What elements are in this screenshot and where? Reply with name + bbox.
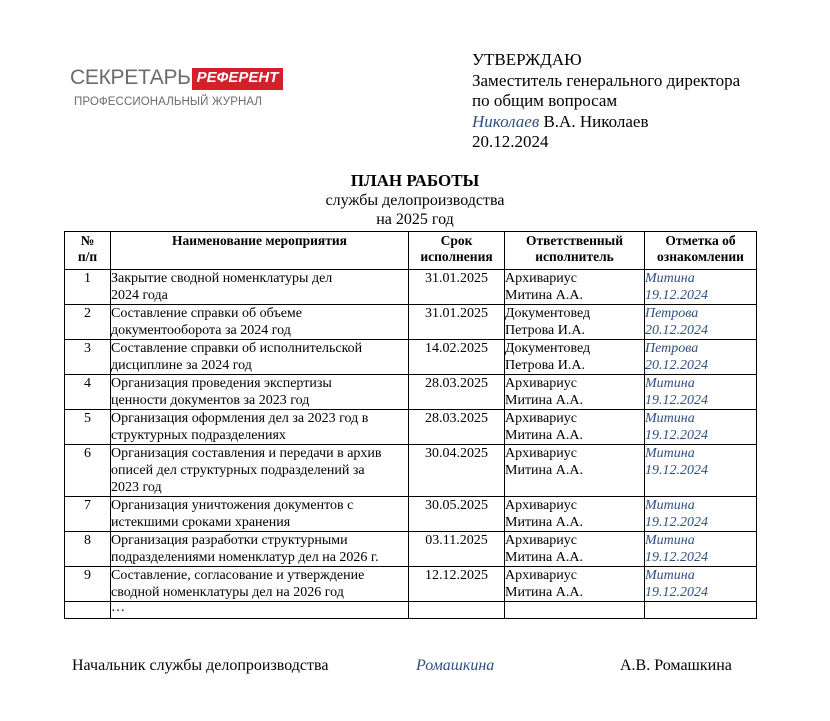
deadline: 31.01.2025 bbox=[409, 270, 505, 305]
table-row bbox=[65, 270, 757, 305]
row-number: 2 bbox=[65, 305, 111, 340]
ellipsis: … bbox=[111, 600, 125, 615]
acknowledgment-mark: Митина 19.12.2024 bbox=[645, 445, 757, 497]
acknowledgment-mark bbox=[645, 602, 757, 619]
header-date: Срок исполнения bbox=[409, 232, 505, 270]
acknowledgment-mark: Петрова 20.12.2024 bbox=[645, 305, 757, 340]
responsible-executor: Архивариус Митина А.А. bbox=[505, 410, 645, 445]
row-number: 5 bbox=[65, 410, 111, 445]
activity-name: Организация составления и передачи в архив описей дел структурных подразделений за 2023 год bbox=[111, 445, 409, 497]
deadline: 31.01.2025 bbox=[409, 305, 505, 340]
table-row bbox=[65, 567, 757, 602]
row-number: 9 bbox=[65, 567, 111, 602]
deadline: 12.12.2025 bbox=[409, 567, 505, 602]
table-row bbox=[65, 375, 757, 410]
row-number: 7 bbox=[65, 497, 111, 532]
acknowledgment-mark: Митина 19.12.2024 bbox=[645, 567, 757, 602]
table-row-empty bbox=[65, 602, 757, 619]
table-header-row bbox=[65, 232, 757, 270]
logo bbox=[70, 66, 279, 108]
responsible-executor: Документовед Петрова И.А. bbox=[505, 340, 645, 375]
table-row bbox=[65, 340, 757, 375]
acknowledgment-mark: Митина 19.12.2024 bbox=[645, 532, 757, 567]
deadline: 30.04.2025 bbox=[409, 445, 505, 497]
deadline: 30.05.2025 bbox=[409, 497, 505, 532]
footer-signature: Ромашкина bbox=[416, 657, 495, 674]
approval-signature: Николаев bbox=[472, 111, 540, 131]
row-number bbox=[65, 602, 111, 619]
row-number: 6 bbox=[65, 445, 111, 497]
activity-name: Составление справки об объеме документооборота за 2024 год bbox=[111, 305, 409, 340]
activity-name: Организация уничтожения документов с истекшими сроками хранения bbox=[111, 497, 409, 532]
activity-name bbox=[111, 602, 409, 619]
responsible-executor: Архивариус Митина А.А. bbox=[505, 270, 645, 305]
responsible-executor: Архивариус Митина А.А. bbox=[505, 497, 645, 532]
responsible-executor: Архивариус Митина А.А. bbox=[505, 532, 645, 567]
logo-referent-text: РЕФЕРЕНТ bbox=[192, 68, 284, 90]
deadline bbox=[409, 602, 505, 619]
footer-name: А.В. Ромашкина bbox=[620, 657, 732, 674]
responsible-executor: Документовед Петрова И.А. bbox=[505, 305, 645, 340]
activity-name: Организация разработки структурными подразделениями номенклатур дел на 2026 г. bbox=[111, 532, 409, 567]
acknowledgment-mark: Митина 19.12.2024 bbox=[645, 375, 757, 410]
header-acknowledgment: Отметка об ознакомлении bbox=[645, 232, 757, 270]
responsible-executor: Архивариус Митина А.А. bbox=[505, 445, 645, 497]
deadline: 14.02.2025 bbox=[409, 340, 505, 375]
acknowledgment-mark: Петрова 20.12.2024 bbox=[645, 340, 757, 375]
row-number: 1 bbox=[65, 270, 111, 305]
activity-name: Составление, согласование и утверждение сводной номенклатуры дел на 2026 год bbox=[111, 567, 409, 602]
document-subtitle-2: на 2025 год bbox=[376, 211, 454, 228]
table-row bbox=[65, 532, 757, 567]
row-number: 8 bbox=[65, 532, 111, 567]
acknowledgment-mark: Митина 19.12.2024 bbox=[645, 270, 757, 305]
approval-signature-line bbox=[472, 112, 740, 133]
acknowledgment-mark: Митина 19.12.2024 bbox=[645, 410, 757, 445]
deadline: 28.03.2025 bbox=[409, 375, 505, 410]
approval-block bbox=[472, 50, 740, 153]
table-row bbox=[65, 445, 757, 497]
activity-name: Составление справки об исполнительской дисциплине за 2024 год bbox=[111, 340, 409, 375]
footer-position: Начальник службы делопроизводства bbox=[72, 657, 329, 674]
document-title: ПЛАН РАБОТЫ bbox=[350, 171, 480, 190]
table-row bbox=[65, 497, 757, 532]
responsible-executor bbox=[505, 602, 645, 619]
header-no: № п/п bbox=[65, 232, 111, 270]
document-subtitle-1: службы делопроизводства bbox=[325, 192, 505, 209]
header-executor: Ответственный исполнитель bbox=[505, 232, 645, 270]
header-name: Наименование мероприятия bbox=[111, 232, 409, 270]
approval-name: В.А. Николаев bbox=[543, 111, 649, 131]
row-number: 4 bbox=[65, 375, 111, 410]
logo-subtitle: ПРОФЕССИОНАЛЬНЫЙ ЖУРНАЛ bbox=[74, 96, 263, 108]
deadline: 03.11.2025 bbox=[409, 532, 505, 567]
approval-position-line2: по общим вопросам bbox=[472, 91, 618, 110]
approval-heading: УТВЕРЖДАЮ bbox=[472, 50, 582, 69]
responsible-executor: Архивариус Митина А.А. bbox=[505, 375, 645, 410]
responsible-executor: Архивариус Митина А.А. bbox=[505, 567, 645, 602]
logo-secretary-text: СЕКРЕТАРЬ bbox=[70, 66, 191, 89]
approval-date: 20.12.2024 bbox=[472, 132, 549, 151]
approval-position-line1: Заместитель генерального директора bbox=[472, 70, 741, 90]
acknowledgment-mark: Митина 19.12.2024 bbox=[645, 497, 757, 532]
deadline: 28.03.2025 bbox=[409, 410, 505, 445]
activity-name: Закрытие сводной номенклатуры дел 2024 года bbox=[111, 270, 409, 305]
activity-name: Организация проведения экспертизы ценности документов за 2023 год bbox=[111, 375, 409, 410]
activity-name: Организация оформления дел за 2023 год в структурных подразделениях bbox=[111, 410, 409, 445]
work-plan-table bbox=[64, 231, 757, 619]
table-row bbox=[65, 410, 757, 445]
table-row bbox=[65, 305, 757, 340]
row-number: 3 bbox=[65, 340, 111, 375]
